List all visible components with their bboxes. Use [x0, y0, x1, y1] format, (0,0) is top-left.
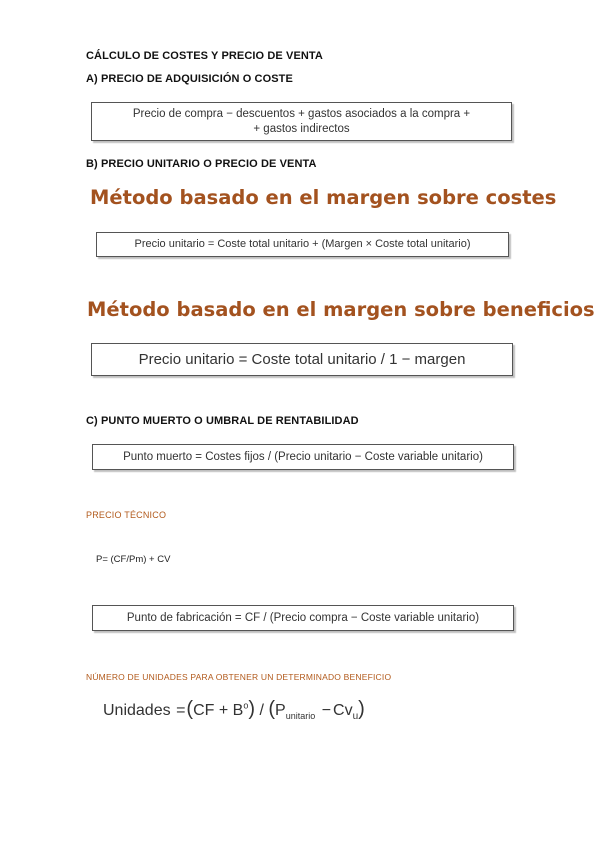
unidades-cf: CF [193, 702, 215, 719]
method-beneficios-title: Método basado en el margen sobre beneficios [87, 298, 595, 321]
method-costes-title: Método basado en el margen sobre costes [90, 186, 557, 209]
section-a-heading: A) PRECIO DE ADQUISICIÓN O COSTE [86, 73, 293, 85]
section-a-formula-line2: + gastos indirectos [253, 123, 350, 135]
unidades-b: B [232, 702, 244, 719]
unidades-p: P [275, 702, 286, 719]
precio-tecnico-heading: PRECIO TÉCNICO [86, 510, 167, 520]
unidades-close-paren-2: ) [358, 698, 365, 720]
unidades-b-sup: o [243, 700, 249, 711]
unidades-open-paren-2: ( [268, 698, 276, 720]
unidades-cv-sub: u [352, 711, 359, 723]
unidades-lhs: Unidades [103, 702, 171, 719]
method-beneficios-formula-box [91, 343, 513, 376]
unidades-p-sub: unitario [285, 711, 316, 722]
unidades-open-paren-1: ( [186, 698, 194, 720]
unidades-formula [103, 698, 365, 722]
unidades-eq: = [176, 702, 186, 719]
unidades-minus: − [321, 702, 332, 719]
section-a-formula-box [91, 102, 512, 141]
method-costes-formula: Precio unitario = Coste total unitario + (Margen × Coste total unitario) [134, 238, 471, 250]
method-costes-formula-box [96, 232, 509, 257]
unidades-plus: + [218, 702, 229, 719]
section-b-heading: B) PRECIO UNITARIO O PRECIO DE VENTA [86, 158, 317, 170]
section-a-formula-line1: Precio de compra − descuentos + gastos asociados a la compra + [132, 108, 471, 120]
punto-muerto-formula: Punto muerto = Costes fijos / (Precio unitario − Coste variable unitario) [123, 451, 483, 463]
section-c-heading: C) PUNTO MUERTO O UMBRAL DE RENTABILIDAD [86, 415, 359, 427]
unidades-close-paren-1: ) [248, 698, 256, 720]
unidades-heading: NÚMERO DE UNIDADES PARA OBTENER UN DETERMINADO BENEFICIO [86, 672, 392, 682]
document-title: CÁLCULO DE COSTES Y PRECIO DE VENTA [86, 50, 323, 62]
precio-tecnico-formula: P= (CF/Pm) + CV [96, 554, 171, 565]
punto-fabricacion-formula: Punto de fabricación = CF / (Precio compra − Coste variable unitario) [126, 612, 480, 624]
punto-muerto-formula-box [92, 444, 514, 470]
unidades-cv: Cv [333, 702, 353, 719]
unidades-slash: / [259, 702, 264, 719]
method-beneficios-formula: Precio unitario = Coste total unitario / 1 − margen [138, 351, 466, 368]
punto-fabricacion-formula-box [92, 605, 514, 631]
